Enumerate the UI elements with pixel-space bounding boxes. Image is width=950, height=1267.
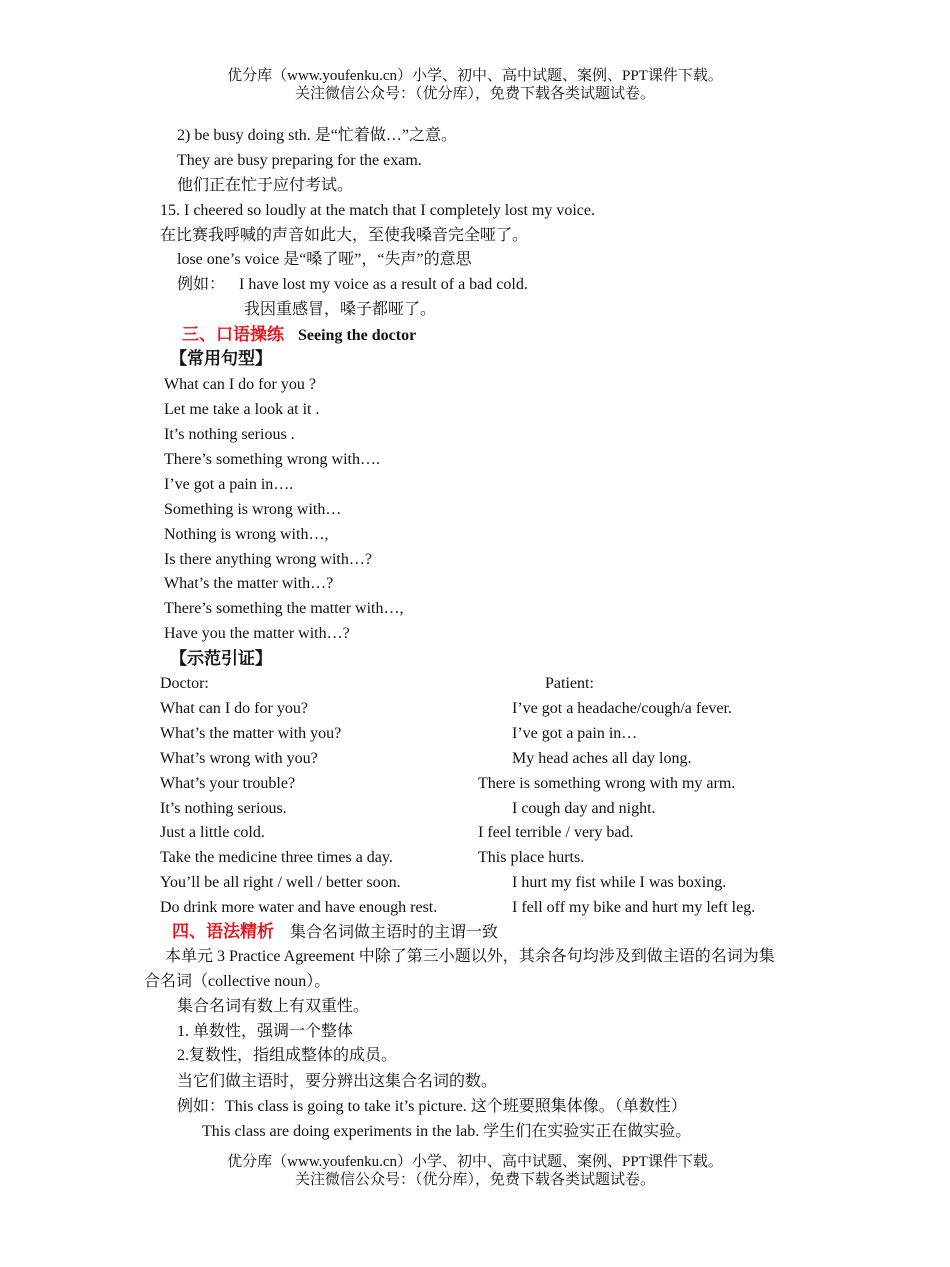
doctor-line: Just a little cold. — [160, 824, 265, 841]
example-label: 例如： — [177, 276, 226, 293]
header-line-1: 优分库（www.youfenku.cn）小学、初中、高中试题、案例、PPT课件下载。 — [227, 68, 723, 84]
busy-example-cn: 他们正在忙于应付考试。 — [177, 177, 354, 194]
doctor-label: Doctor: — [160, 675, 209, 692]
example-plural: This class are doing experiments in the lab. 学生们在实验实正在做实验。 — [202, 1123, 692, 1140]
patient-line: I fell off my bike and hurt my left leg. — [512, 899, 756, 916]
footer-line-1: 优分库（www.youfenku.cn）小学、初中、高中试题、案例、PPT课件下载。 — [227, 1154, 723, 1170]
point-singular: 1. 单数性，强调一个整体 — [177, 1023, 354, 1040]
patient-line: There is something wrong with my arm. — [478, 775, 736, 792]
item-15-cn: 在比赛我呼喊的声音如此大，至使我嗓音完全哑了。 — [160, 227, 529, 244]
pattern-item: There’s something wrong with…. — [164, 451, 380, 468]
patient-line: This place hurts. — [478, 849, 585, 866]
lose-voice-rule: lose one’s voice 是“嗓了哑”，“失声”的意思 — [177, 251, 472, 268]
busy-example-en: They are busy preparing for the exam. — [177, 152, 422, 169]
distinguish-rule: 当它们做主语时，要分辨出这集合名词的数。 — [177, 1073, 498, 1090]
example-singular: 例如：This class is going to take it’s picture. 这个班要照集体像。（单数性） — [177, 1098, 687, 1115]
pattern-item: Nothing is wrong with…, — [164, 526, 329, 543]
point-plural: 2.复数性，指组成整体的成员。 — [177, 1047, 398, 1064]
pattern-item: Have you the matter with…? — [164, 625, 350, 642]
patient-line: I hurt my fist while I was boxing. — [512, 874, 727, 891]
section-4-subtitle: 集合名词做主语时的主谓一致 — [290, 924, 499, 941]
doctor-line: You’ll be all right / well / better soon. — [160, 874, 401, 891]
doctor-line: It’s nothing serious. — [160, 800, 287, 817]
patient-line: My head aches all day long. — [512, 750, 692, 767]
patterns-heading: 【常用句型】 — [170, 349, 272, 368]
section-3-title: 三、口语操练 — [182, 325, 284, 344]
pattern-item: What can I do for you ? — [164, 376, 316, 393]
doctor-line: What’s wrong with you? — [160, 750, 318, 767]
section-4-title: 四、语法精析 — [172, 922, 274, 941]
pattern-item: There’s something the matter with…, — [164, 600, 404, 617]
lose-voice-example — [177, 275, 528, 295]
lose-voice-example-cn: 我因重感冒，嗓子都哑了。 — [244, 301, 437, 318]
doctor-line: What’s your trouble? — [160, 775, 296, 792]
header-line-2: 关注微信公众号：（优分库），免费下载各类试题试卷。 — [294, 86, 655, 102]
patient-line: I’ve got a pain in… — [512, 725, 638, 742]
pattern-item: What’s the matter with…? — [164, 575, 334, 592]
item-15-en: 15. I cheered so loudly at the match that I completely lost my voice. — [160, 202, 595, 219]
patient-line: I’ve got a headache/cough/a fever. — [512, 700, 732, 717]
busy-rule: 2) be busy doing sth. 是“忙着做…”之意。 — [177, 127, 457, 144]
pattern-item: It’s nothing serious . — [164, 426, 295, 443]
pattern-item: Something is wrong with… — [164, 501, 342, 518]
examples-heading: 【示范引证】 — [170, 649, 272, 668]
pattern-item: Is there anything wrong with…? — [164, 551, 372, 568]
doctor-line: Do drink more water and have enough rest. — [160, 899, 438, 916]
doctor-line: Take the medicine three times a day. — [160, 849, 393, 866]
patient-label: Patient: — [545, 675, 594, 692]
patient-line: I feel terrible / very bad. — [478, 824, 634, 841]
section-4-intro-line-2: 合名词（collective noun）。 — [144, 973, 331, 990]
footer-line-2: 关注微信公众号：（优分库），免费下载各类试题试卷。 — [294, 1172, 655, 1188]
lose-voice-example-en: I have lost my voice as a result of a bad cold. — [239, 276, 528, 293]
section-4-intro-line-1: 本单元 3 Practice Agreement 中除了第三小题以外，其余各句均涉及到做主语的名词为集 — [165, 948, 775, 965]
pattern-item: Let me take a look at it . — [164, 401, 320, 418]
section-4-heading — [172, 921, 498, 944]
section-3-subtitle: Seeing the doctor — [298, 327, 417, 344]
patient-line: I cough day and night. — [512, 800, 656, 817]
section-3-heading — [182, 324, 416, 347]
dual-nature: 集合名词有数上有双重性。 — [177, 998, 370, 1015]
doctor-line: What’s the matter with you? — [160, 725, 342, 742]
pattern-item: I’ve got a pain in…. — [164, 476, 294, 493]
doctor-line: What can I do for you? — [160, 700, 308, 717]
